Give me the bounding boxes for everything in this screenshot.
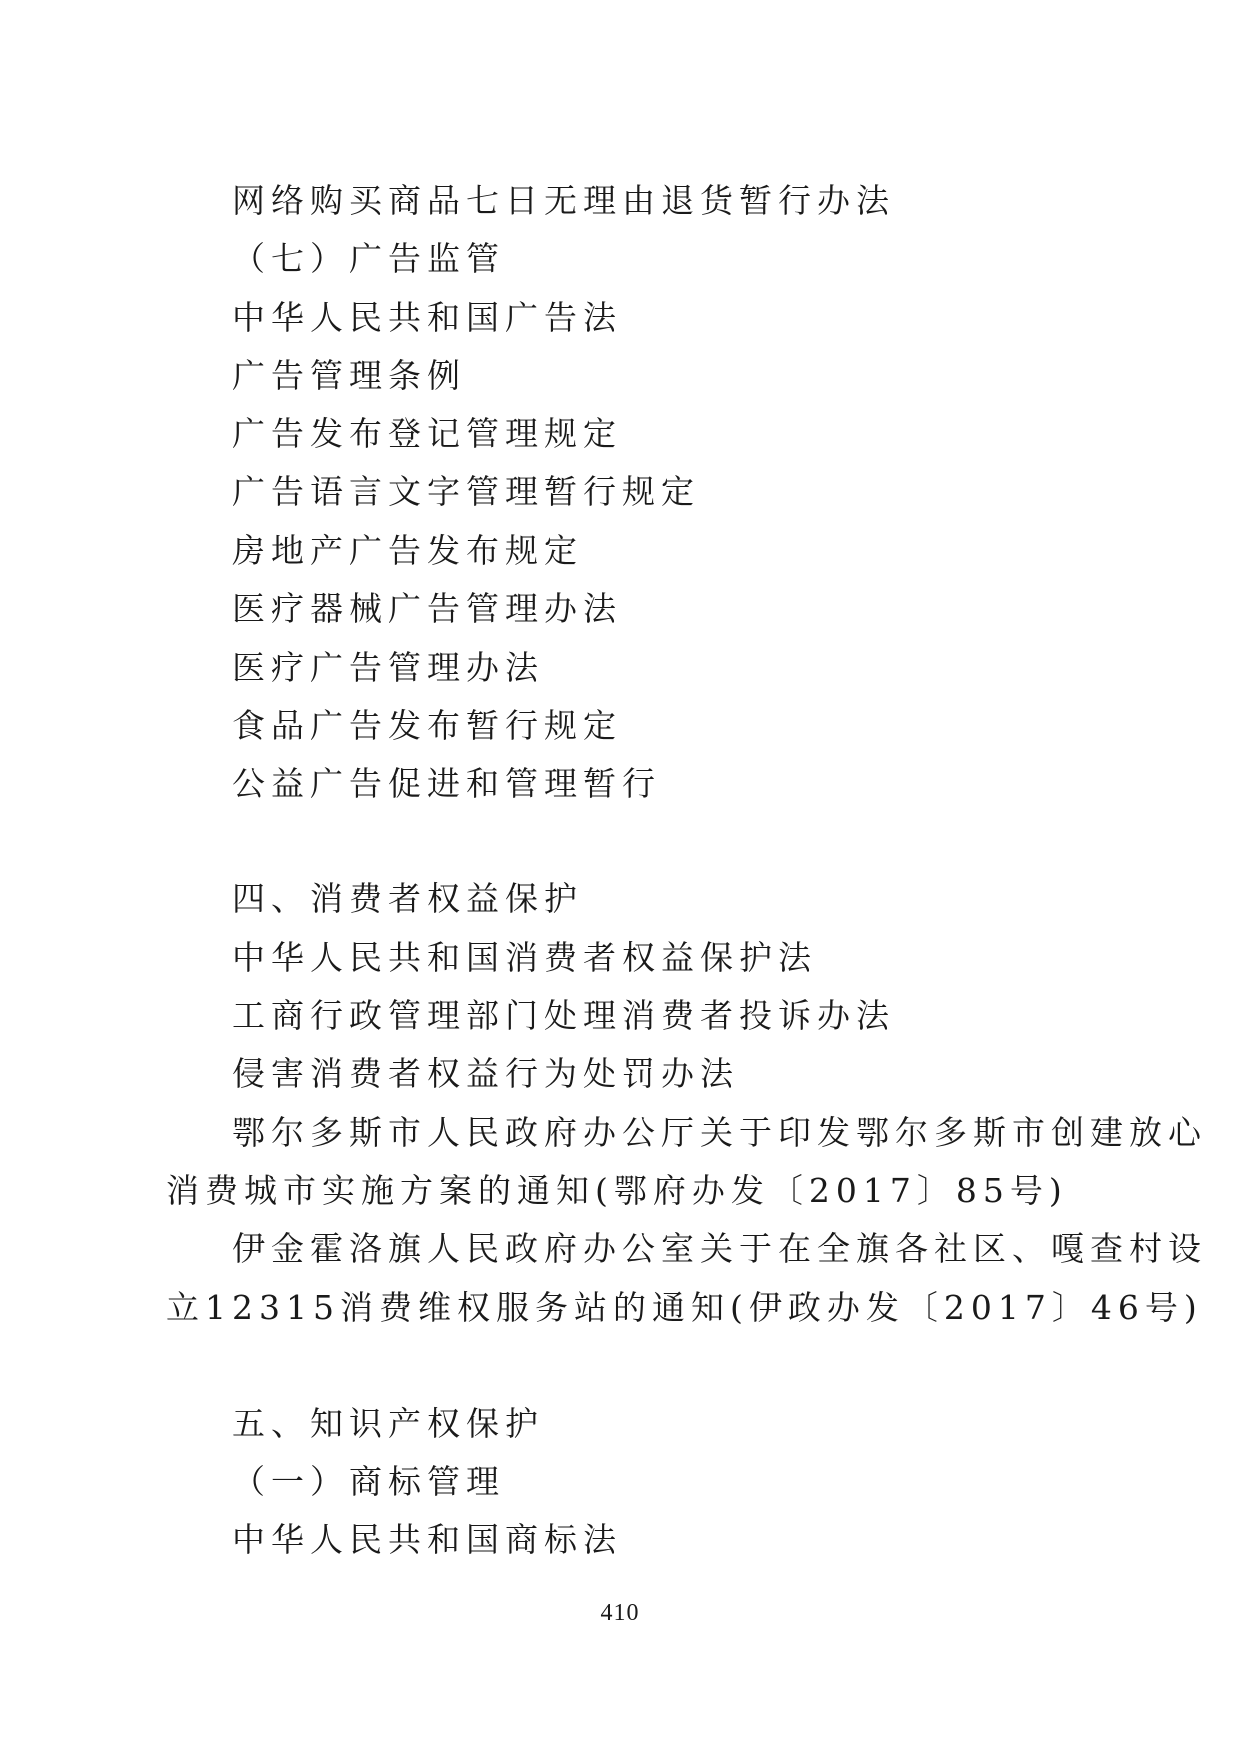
text-line: 广告发布登记管理规定 [232,414,622,453]
text-line: 中华人民共和国消费者权益保护法 [232,938,817,977]
page-number: 410 [600,1600,640,1626]
text-line: 公益广告促进和管理暂行 [232,764,661,803]
text-line: 消费城市实施方案的通知(鄂府办发〔2017〕85号) [166,1171,1068,1210]
text-line: 医疗广告管理办法 [232,648,544,687]
text-line: 侵害消费者权益行为处罚办法 [232,1054,739,1093]
text-line: 医疗器械广告管理办法 [232,589,622,628]
text-line: 网络购买商品七日无理由退货暂行办法 [232,181,895,220]
section-heading: （一）商标管理 [232,1462,505,1501]
text-line: 房地产广告发布规定 [232,531,583,570]
text-line: 立12315消费维权服务站的通知(伊政办发〔2017〕46号) [166,1288,1203,1327]
section-heading: 五、知识产权保护 [232,1404,544,1443]
text-line: 工商行政管理部门处理消费者投诉办法 [232,996,895,1035]
text-line: 中华人民共和国商标法 [232,1520,622,1559]
text-line: 广告语言文字管理暂行规定 [232,472,700,511]
text-line: 鄂尔多斯市人民政府办公厅关于印发鄂尔多斯市创建放心 [232,1113,1207,1152]
text-line: 广告管理条例 [232,356,466,395]
text-line: 中华人民共和国广告法 [232,298,622,337]
text-line: 食品广告发布暂行规定 [232,706,622,745]
section-heading: 四、消费者权益保护 [232,879,583,918]
section-heading: （七）广告监管 [232,239,505,278]
text-line: 伊金霍洛旗人民政府办公室关于在全旗各社区、嘎查村设 [232,1229,1207,1268]
